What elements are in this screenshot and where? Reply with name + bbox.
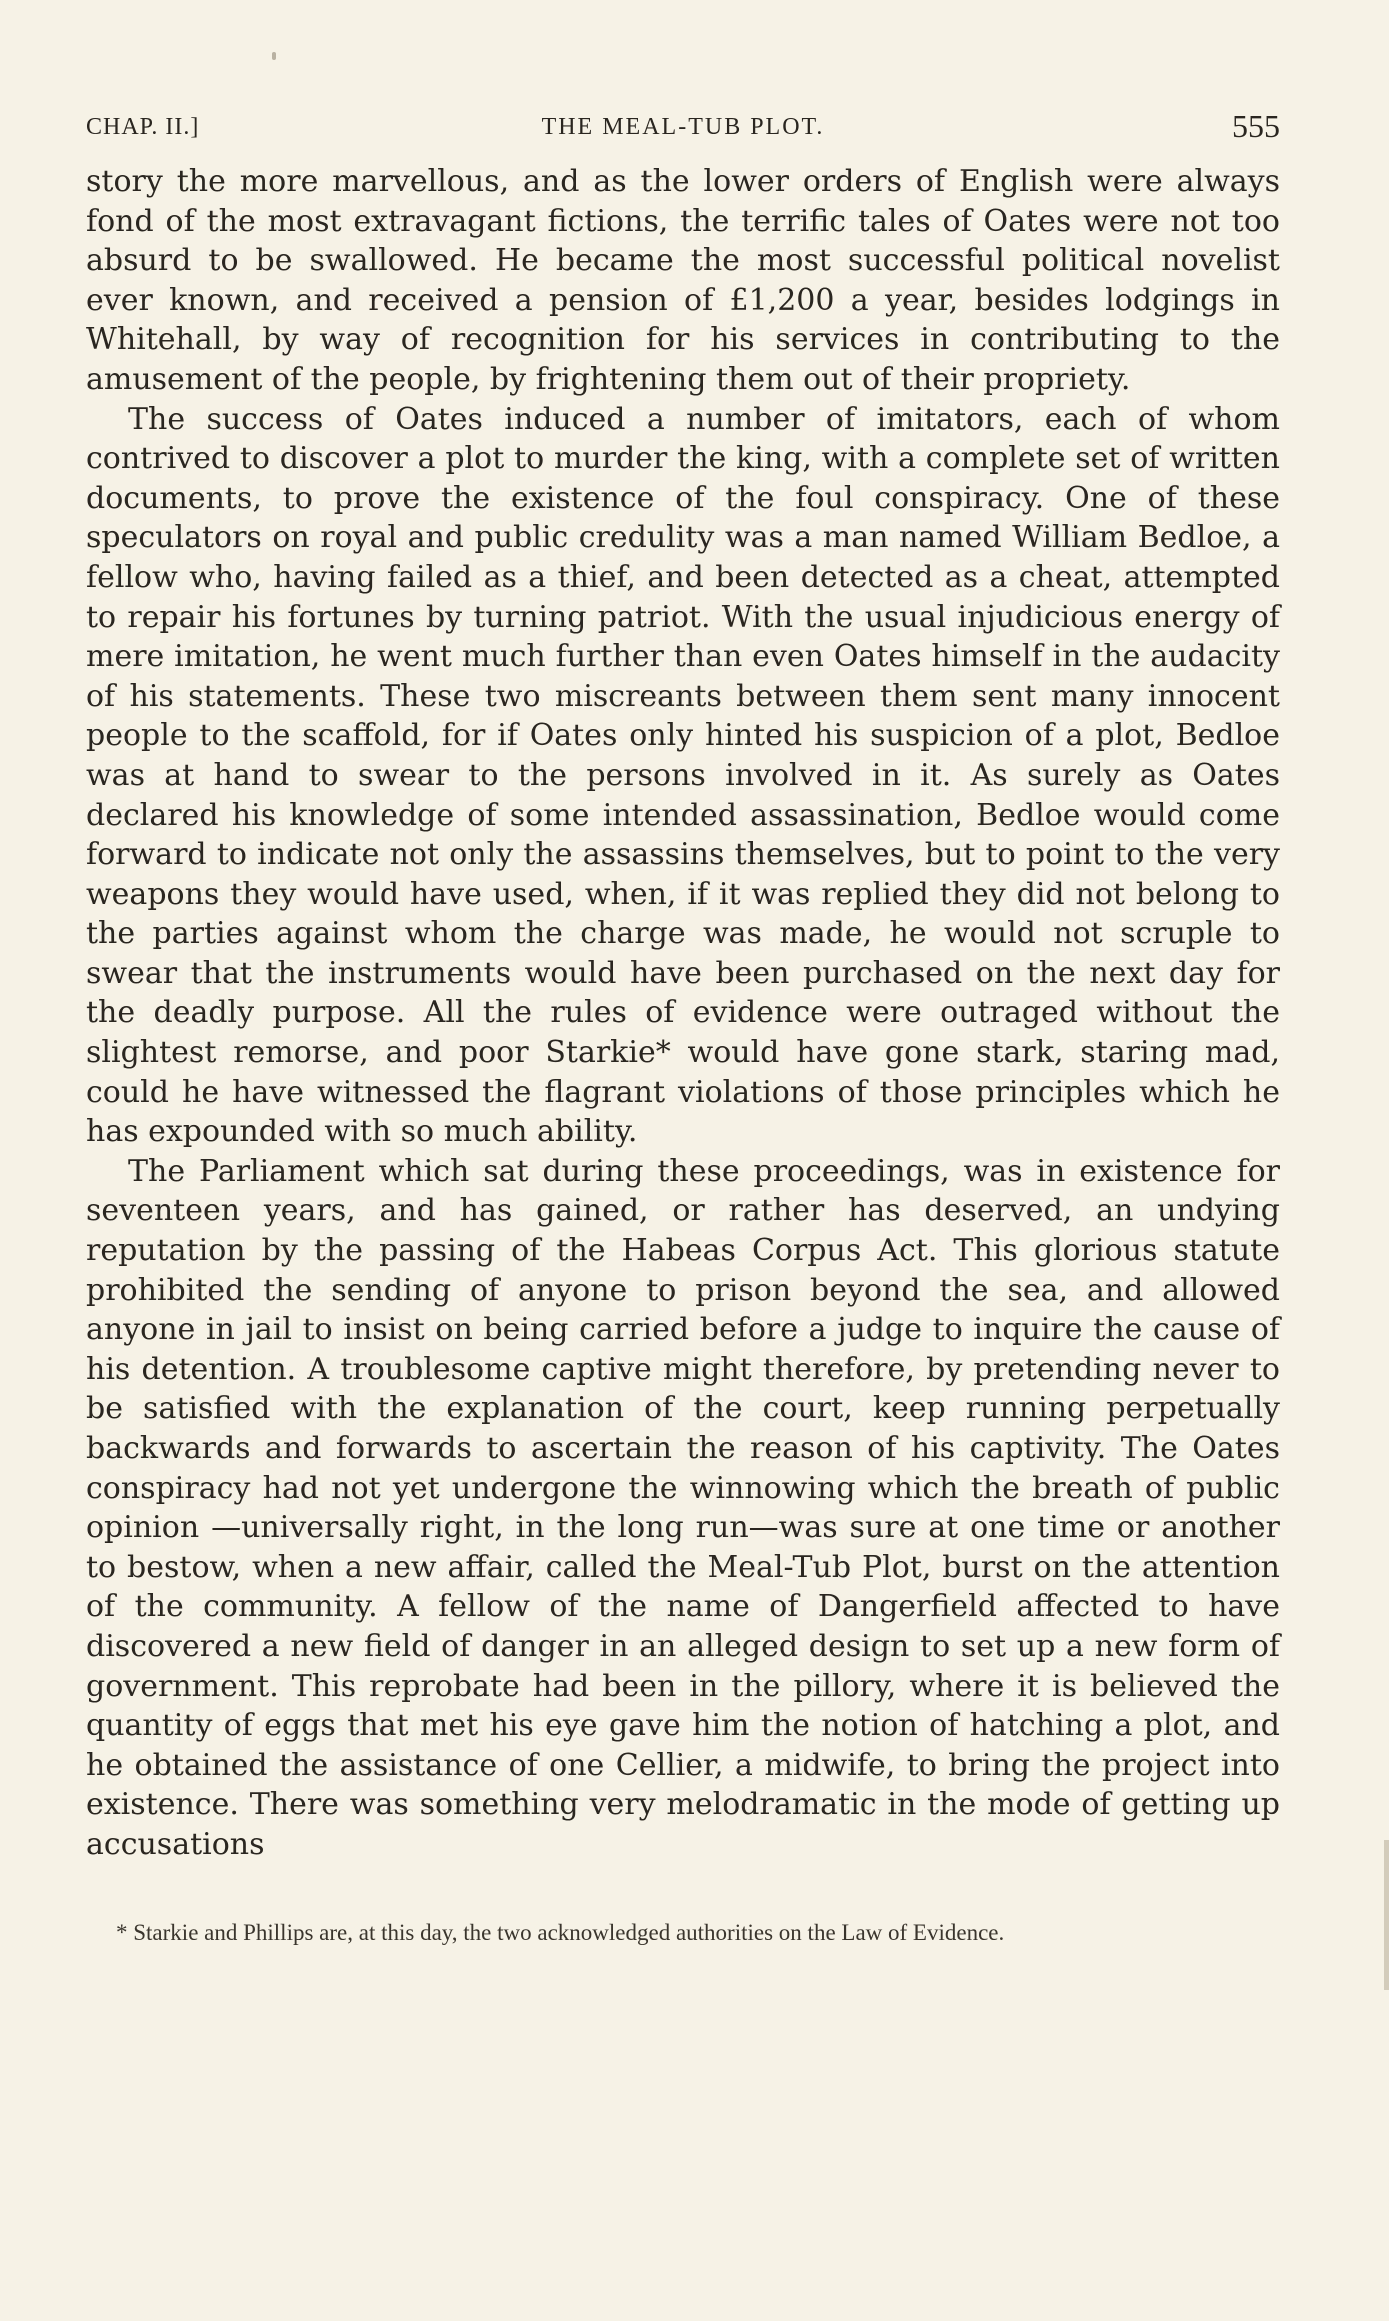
stray-ink-mark <box>272 52 276 60</box>
running-head <box>86 96 1280 156</box>
paragraph-imitators: The success of Oates induced a number of imitators, each of whom contrived to discover a plot to murder the king, with a complete set of written documents, to prove the existence of the foul conspiracy. One of these speculators on royal and public credulity was a man named William Bedloe, a fellow who, having failed as a thief, and been detected as a cheat, attempted to repair his fortunes by turning patriot. With the usual injudicious energy of mere imitation, he went much further than even Oates himself in the audacity of his statements. These two miscreants between them sent many innocent people to the scaffold, for if Oates only hinted his suspicion of a plot, Bedloe was at hand to swear to the persons involved in it. As surely as Oates declared his knowledge of some intended assassination, Bedloe would come forward to indicate not only the assassins themselves, but to point to the very weapons they would have used, when, if it was replied they did not belong to the parties against whom the charge was made, he would not scruple to swear that the instruments would have been purchased on the next day for the deadly purpose. All the rules of evidence were outraged without the slightest remorse, and poor Starkie* would have gone stark, staring mad, could he have witnessed the flagrant violations of those principles which he has expounded with so much ability. <box>86 401 1280 1150</box>
page-number: 555 <box>1232 108 1280 144</box>
chapter-label: CHAP. II.] <box>86 114 200 140</box>
page-edge-shadow <box>1384 1840 1389 1990</box>
running-title: THE MEAL-TUB PLOT. <box>541 114 825 140</box>
book-page <box>86 96 1280 1949</box>
body-text <box>86 162 1280 1865</box>
paragraph-parliament: The Parliament which sat during these proceedings, was in existence for seventeen years, and has gained, or rather has deserved, an undying reputation by the passing of the Habeas Corpus Act. This glorious statute prohibited the sending of anyone to prison beyond the sea, and allowed anyone in jail to insist on being carried before a judge to inquire the cause of his detention. A troublesome captive might therefore, by pretending never to be satisfied with the explanation of the court, keep running perpetually backwards and forwards to ascertain the reason of his captivity. The Oates conspiracy had not yet undergone the winnowing which the breath of public opinion —universally right, in the long run—was sure at one time or another to bestow, when a new affair, called the Meal-Tub Plot, burst on the attention of the community. A fellow of the name of Dangerfield affected to have discovered a new field of danger in an alleged design to set up a new form of government. This reprobate had been in the pillory, where it is believed the quantity of eggs that met his eye gave him the notion of hatching a plot, and he obtained the assistance of one Cellier, a midwife, to bring the project into existence. There was something very melodramatic in the mode of getting up accusations <box>86 1153 1280 1862</box>
footnote: * Starkie and Phillips are, at this day, the two acknowledged authorities on the Law of Evidence. <box>116 1919 1005 1945</box>
paragraph-continued: story the more marvellous, and as the lower orders of English were always fond of the most extravagant fictions, the terrific tales of Oates were not too absurd to be swallowed. He became the most successful political novelist ever known, and received a pension of £1,200 a year, besides lodgings in Whitehall, by way of recognition for his services in contributing to the amusement of the people, by frightening them out of their propriety. <box>86 164 1280 397</box>
